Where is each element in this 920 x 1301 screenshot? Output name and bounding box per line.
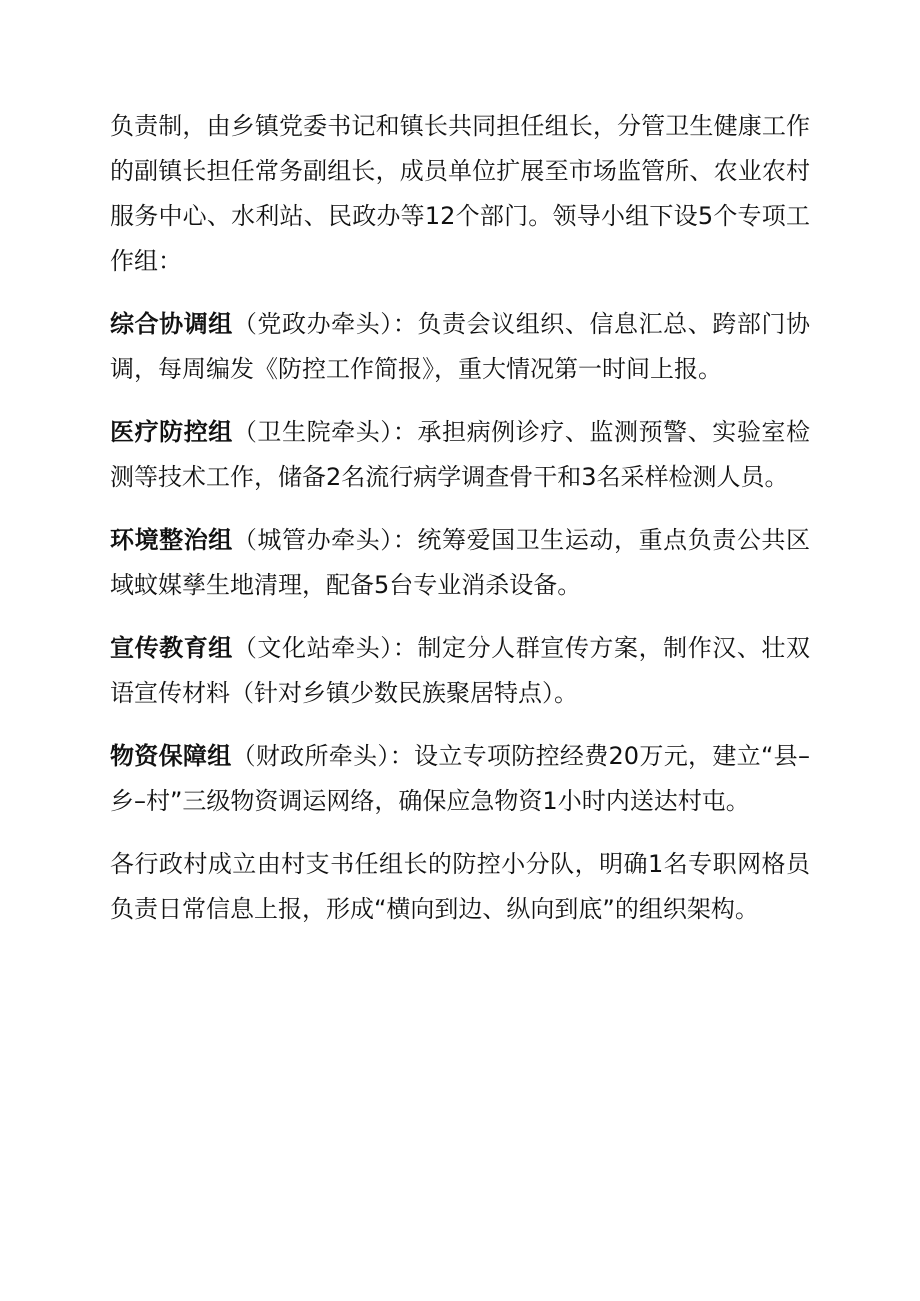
group-title: 物资保障组 — [110, 742, 232, 770]
group-text: （文化站牵头）：制定分人群宣传方案，制作汉、壮双语宣传材料（针对乡镇少数民族聚居特点）。 — [110, 634, 811, 707]
group-paragraph-publicity — [110, 626, 810, 716]
group-text: （卫生院牵头）：承担病例诊疗、监测预警、实验室检测等技术工作，储备2名流行病学调查骨干和3名采样检测人员。 — [110, 418, 811, 491]
closing-paragraph: 各行政村成立由村支书任组长的防控小分队，明确1名专职网格员负责日常信息上报，形成“横向到边、纵向到底”的组织架构。 — [110, 850, 810, 923]
group-title: 宣传教育组 — [110, 634, 233, 662]
group-title: 医疗防控组 — [110, 418, 233, 446]
group-title: 环境整治组 — [110, 526, 233, 554]
group-paragraph-coordination — [110, 302, 810, 392]
group-text: （财政所牵头）：设立专项防控经费20万元，建立“县–乡–村”三级物资调运网络，确保应急物资1小时内送达村屯。 — [110, 742, 810, 815]
group-text: （城管办牵头）：统筹爱国卫生运动，重点负责公共区域蚊媒孳生地清理，配备5台专业消杀设备。 — [110, 526, 811, 599]
group-paragraph-supplies — [110, 734, 810, 824]
document-body — [110, 104, 810, 932]
intro-paragraph: 负责制，由乡镇党委书记和镇长共同担任组长，分管卫生健康工作的副镇长担任常务副组长，成员单位扩展至市场监管所、农业农村服务中心、水利站、民政办等12个部门。领导小组下设5个专项工作组： — [110, 112, 810, 275]
group-title: 综合协调组 — [110, 310, 233, 338]
group-text: （党政办牵头）：负责会议组织、信息汇总、跨部门协调，每周编发《防控工作简报》，重大情况第一时间上报。 — [110, 310, 811, 383]
group-paragraph-environment — [110, 518, 810, 608]
group-paragraph-medical — [110, 410, 810, 500]
